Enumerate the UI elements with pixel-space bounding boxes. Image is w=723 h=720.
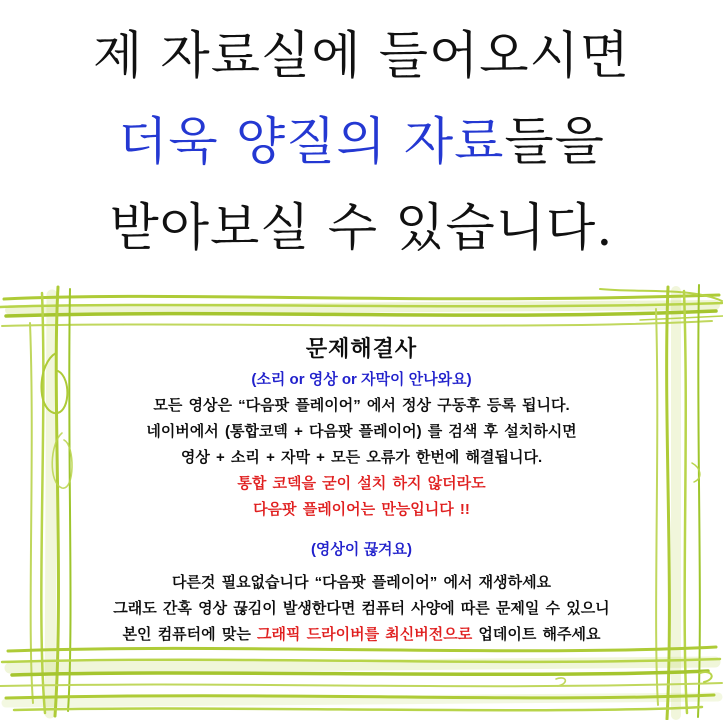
board-content (12, 333, 711, 648)
section2-line-3 (12, 622, 711, 648)
section1-subtitle: (소리 or 영상 or 자막이 안나와요) (251, 371, 472, 388)
section1-red-line-1: 통합 코덱을 굳이 설치 하지 않더라도 (237, 475, 486, 492)
header-line-1: 제 자료실에 들어오시면 (92, 27, 631, 86)
header-line-3: 받아보실 수 있습니다. (109, 199, 614, 258)
section2-line-3-highlight: 그래픽 드라이버를 최신버전으로 (256, 626, 473, 643)
section2-line-1: 다른것 필요없습니다 “다음팟 플레이어” 에서 재생하세요 (171, 574, 552, 591)
section1-line-1: 모든 영상은 “다음팟 플레이어” 에서 정상 구동후 등록 됩니다. (153, 397, 570, 414)
notice-board (0, 283, 723, 720)
board-title: 문제해결사 (305, 336, 418, 361)
section2-line-3-suffix: 업데이트 해주세요 (472, 626, 601, 643)
section1-line-3: 영상 + 소리 + 자막 + 모든 오류가 한번에 해결됩니다. (180, 449, 543, 466)
section1-red-line-2: 다음팟 플레이어는 만능입니다 !! (253, 501, 470, 518)
header-line-2-highlight: 더욱 양질의 자료 (118, 113, 505, 172)
section2-line-2: 그래도 간혹 영상 끊김이 발생한다면 컴퓨터 사양에 따른 문제일 수 있으니 (113, 600, 610, 617)
section1-line-2: 네이버에서 (통합코덱 + 다음팟 플레이어) 를 검색 후 설치하시면 (146, 423, 577, 440)
section2-line-3-prefix: 본인 컴퓨터에 맞는 (122, 626, 257, 643)
section2-subtitle: (영상이 끊겨요) (310, 541, 413, 558)
header-line-2 (0, 100, 723, 186)
header-message (0, 0, 723, 272)
header-line-2-rest: 들을 (504, 113, 605, 172)
